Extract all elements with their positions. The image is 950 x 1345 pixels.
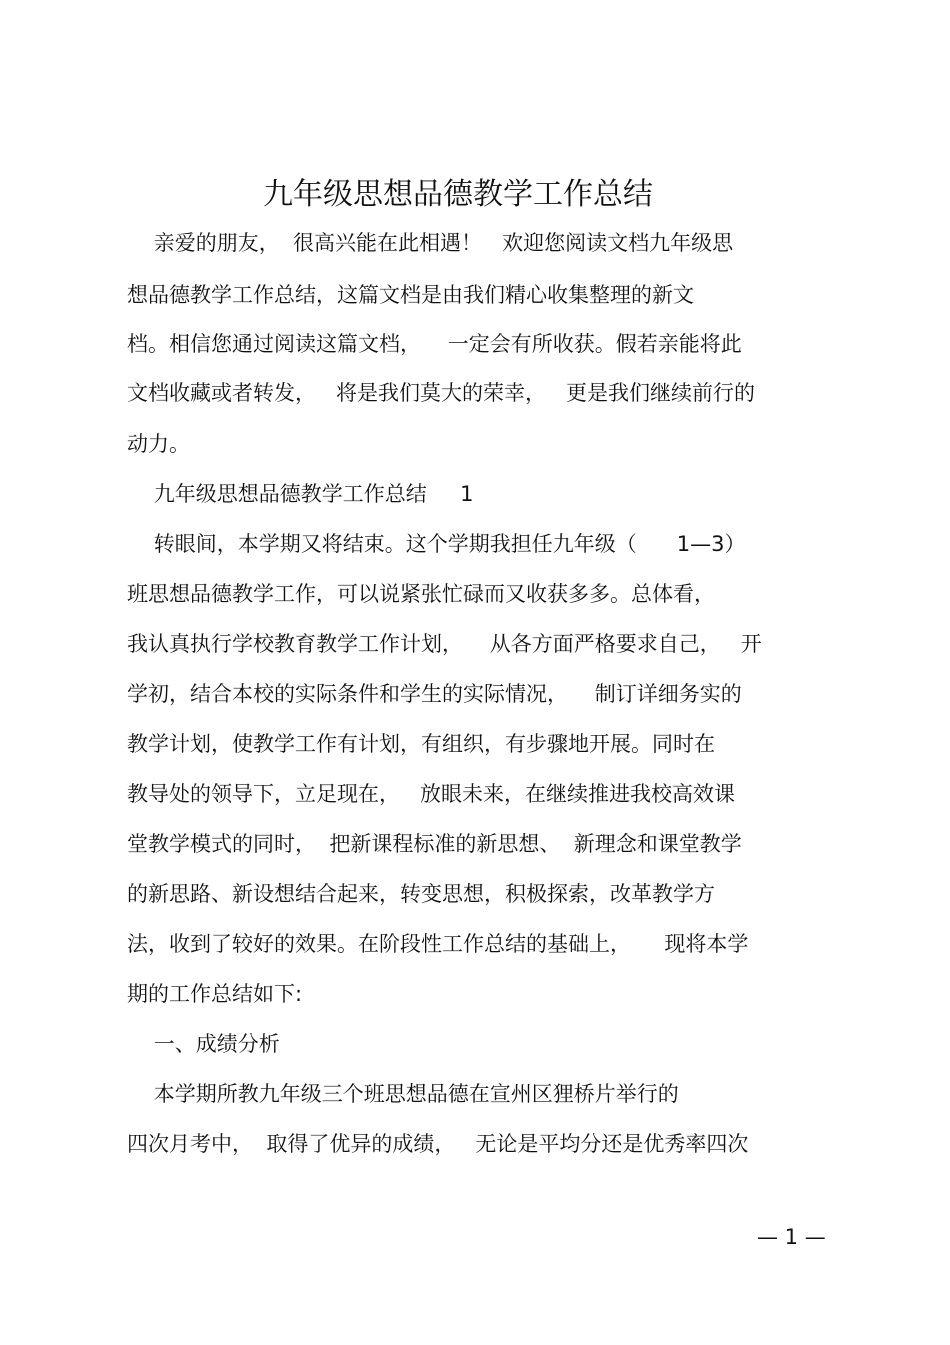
text-line: 亲爱的朋友， 很高兴能在此相遇！ 欢迎您阅读文档九年级思	[127, 231, 734, 255]
section-heading: 一、成绩分析	[127, 1032, 280, 1056]
text-line: 堂教学模式的同时， 把新课程标准的新思想、 新理念和课堂教学	[127, 832, 742, 856]
text-line: 法，收到了较好的效果。在阶段性工作总结的基础上， 现将本学	[127, 932, 749, 956]
text-line: 转眼间，本学期又将结束。这个学期我担任九年级（ 1—3）	[127, 532, 746, 556]
text-line: 班思想品德教学工作，可以说紧张忙碌而又收获多多。总体看，	[127, 582, 715, 606]
text-line: 档。相信您通过阅读这篇文档， 一定会有所收获。假若亲能将此	[127, 332, 742, 356]
text-line: 学初，结合本校的实际条件和学生的实际情况， 制订详细务实的	[127, 682, 742, 706]
text-line: 教学计划，使教学工作有计划，有组织，有步骤地开展。同时在	[127, 732, 715, 756]
text-line: 本学期所教九年级三个班思想品德在宣州区狸桥片举行的	[127, 1082, 679, 1106]
text-line: 文档收藏或者转发， 将是我们莫大的荣幸， 更是我们继续前行的	[127, 381, 756, 405]
section-heading: 九年级思想品德教学工作总结 1	[127, 482, 474, 506]
text-line: 我认真执行学校教育教学工作计划， 从各方面严格要求自己， 开	[127, 632, 762, 656]
page-number: — 1 —	[757, 1225, 826, 1249]
text-line: 教导处的领导下，立足现在， 放眼未来，在继续推进我校高效课	[127, 782, 736, 806]
document-title: 九年级思想品德教学工作总结	[263, 177, 653, 212]
text-line: 想品德教学工作总结，这篇文档是由我们精心收集整理的新文	[127, 283, 694, 307]
text-line: 动力。	[127, 432, 190, 456]
text-line: 的新思路、新设想结合起来，转变思想，积极探索，改革教学方	[127, 882, 715, 906]
text-line: 期的工作总结如下:	[127, 982, 303, 1006]
text-line: 四次月考中， 取得了优异的成绩， 无论是平均分还是优秀率四次	[127, 1132, 749, 1156]
